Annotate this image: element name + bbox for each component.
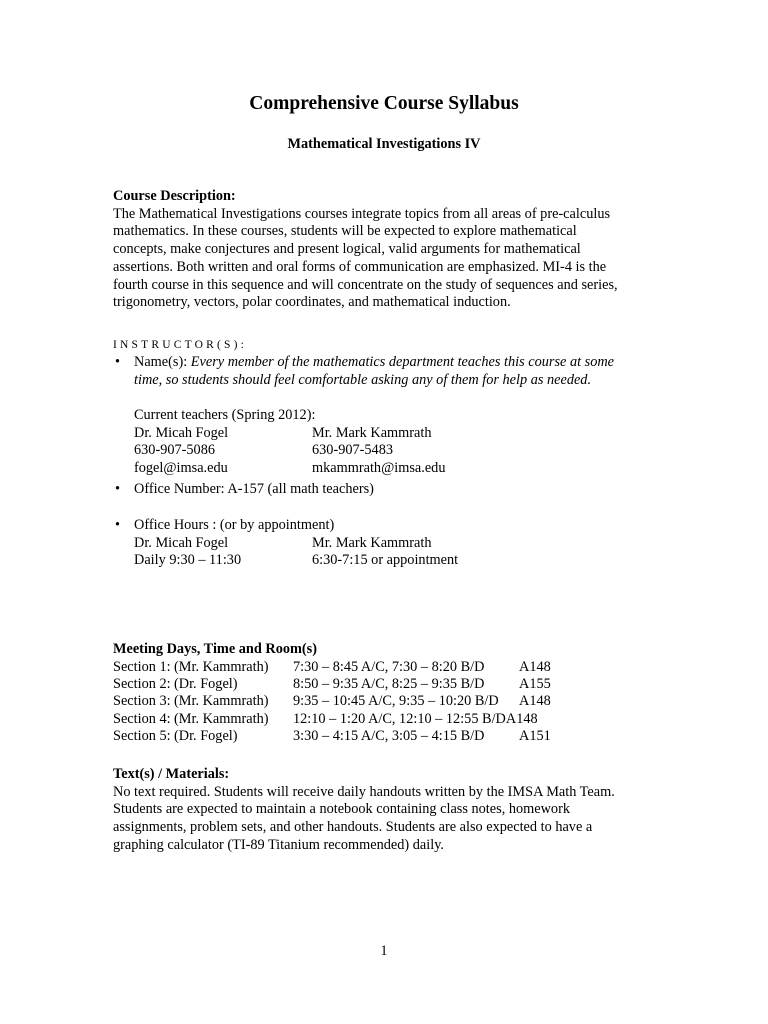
schedule-row xyxy=(113,711,673,728)
office-hours-item xyxy=(113,517,658,570)
schedule-instructor: (Dr. Fogel) xyxy=(174,728,238,745)
meeting-section xyxy=(113,641,673,746)
teacher1-name: Dr. Micah Fogel xyxy=(134,424,229,441)
bullet-icon: • xyxy=(115,517,121,533)
course-description-section xyxy=(113,188,658,312)
office-number-item xyxy=(113,481,658,499)
schedule-room: A148 xyxy=(519,658,551,675)
teacher2-phone: 630-907-5483 xyxy=(312,442,394,459)
hours-teacher2-name: Mr. Mark Kammrath xyxy=(312,534,432,551)
schedule-section: Section 2: xyxy=(113,676,171,693)
teacher1-email: fogel@imsa.edu xyxy=(134,460,228,477)
schedule-room: A151 xyxy=(519,728,551,745)
schedule-row xyxy=(113,728,673,745)
hours-teacher1-name: Dr. Micah Fogel xyxy=(134,534,229,551)
teacher-phones-row xyxy=(134,442,673,460)
course-description-heading: Course Description: xyxy=(113,188,236,204)
course-description-line: trigonometry, vectors, polar coordinates, and mathematical induction. xyxy=(113,294,511,311)
course-description-line: The Mathematical Investigations courses integrate topics from all areas of pre-calculus xyxy=(113,205,611,222)
document-title: Comprehensive Course Syllabus xyxy=(249,93,519,114)
materials-line: graphing calculator (TI-89 Titanium recommended) daily. xyxy=(113,836,444,853)
schedule-row xyxy=(113,693,673,710)
teacher-emails-row xyxy=(134,460,673,478)
office-hours-times-row xyxy=(134,552,658,570)
course-description-line: mathematics. In these courses, students will be expected to explore mathematical xyxy=(113,223,577,240)
schedule-times: 3:30 – 4:15 A/C, 3:05 – 4:15 B/D xyxy=(293,728,485,745)
schedule-instructor: (Mr. Kammrath) xyxy=(174,658,269,675)
office-number: Office Number: A-157 (all math teachers) xyxy=(134,481,374,497)
schedule-room: A148 xyxy=(519,693,551,710)
schedule-times: 9:35 – 10:45 A/C, 9:35 – 10:20 B/D xyxy=(293,693,499,710)
teacher2-name: Mr. Mark Kammrath xyxy=(312,424,432,441)
instructor-names-item xyxy=(113,354,673,478)
schedule-section: Section 3: xyxy=(113,693,171,710)
instructors-section xyxy=(113,337,658,355)
hours-teacher1-times: Daily 9:30 – 11:30 xyxy=(134,552,242,569)
teacher1-phone: 630-907-5086 xyxy=(134,442,216,459)
meeting-heading: Meeting Days, Time and Room(s) xyxy=(113,641,317,657)
bullet-icon: • xyxy=(115,354,121,370)
document-subtitle: Mathematical Investigations IV xyxy=(287,136,481,152)
teacher2-email: mkammrath@imsa.edu xyxy=(312,460,446,477)
materials-section xyxy=(113,766,673,855)
office-hours-names-row xyxy=(134,535,658,553)
current-teachers-label: Current teachers (Spring 2012): xyxy=(134,407,316,424)
page-number: 1 xyxy=(380,943,388,959)
course-description-line: assertions. Both written and oral forms of communication are emphasized. MI-4 is the xyxy=(113,258,607,275)
schedule-times: 8:50 – 9:35 A/C, 8:25 – 9:35 B/D xyxy=(293,676,485,693)
schedule-instructor: (Dr. Fogel) xyxy=(174,676,238,693)
schedule-row xyxy=(113,676,673,693)
bullet-icon: • xyxy=(115,481,121,497)
schedule-times: 7:30 – 8:45 A/C, 7:30 – 8:20 B/D xyxy=(293,658,485,675)
course-description-line: fourth course in this sequence and will concentrate on the study of sequences and series, xyxy=(113,276,618,293)
instructors-heading: INSTRUCTOR(S): xyxy=(113,339,248,351)
materials-line: assignments, problem sets, and other handouts. Students are also expected to have a xyxy=(113,819,593,836)
hours-teacher2-times: 6:30-7:15 or appointment xyxy=(312,552,459,569)
teacher-names-row xyxy=(134,425,673,443)
schedule-section: Section 1: xyxy=(113,658,171,675)
schedule-instructor: (Mr. Kammrath) xyxy=(174,693,269,710)
schedule-times: 12:10 – 1:20 A/C, 12:10 – 12:55 B/DA148 xyxy=(293,710,538,727)
office-hours-label: Office Hours : (or by appointment) xyxy=(134,517,335,533)
names-description: Every member of the mathematics department teaches this course at some xyxy=(190,354,615,370)
schedule-instructor: (Mr. Kammrath) xyxy=(174,710,269,727)
schedule-row xyxy=(113,659,673,676)
materials-line: Students are expected to maintain a notebook containing class notes, homework xyxy=(113,801,570,818)
names-label: Name(s): xyxy=(134,354,188,370)
schedule-section: Section 5: xyxy=(113,728,171,745)
materials-line: No text required. Students will receive daily handouts written by the IMSA Math Team. xyxy=(113,783,615,800)
schedule-room: A155 xyxy=(519,676,551,693)
names-description-continued: time, so students should feel comfortable asking any of them for help as needed. xyxy=(134,371,592,388)
course-description-line: concepts, make conjectures and present logical, valid arguments for mathematical xyxy=(113,241,581,258)
schedule-section: Section 4: xyxy=(113,710,171,727)
materials-heading: Text(s) / Materials: xyxy=(113,766,230,782)
